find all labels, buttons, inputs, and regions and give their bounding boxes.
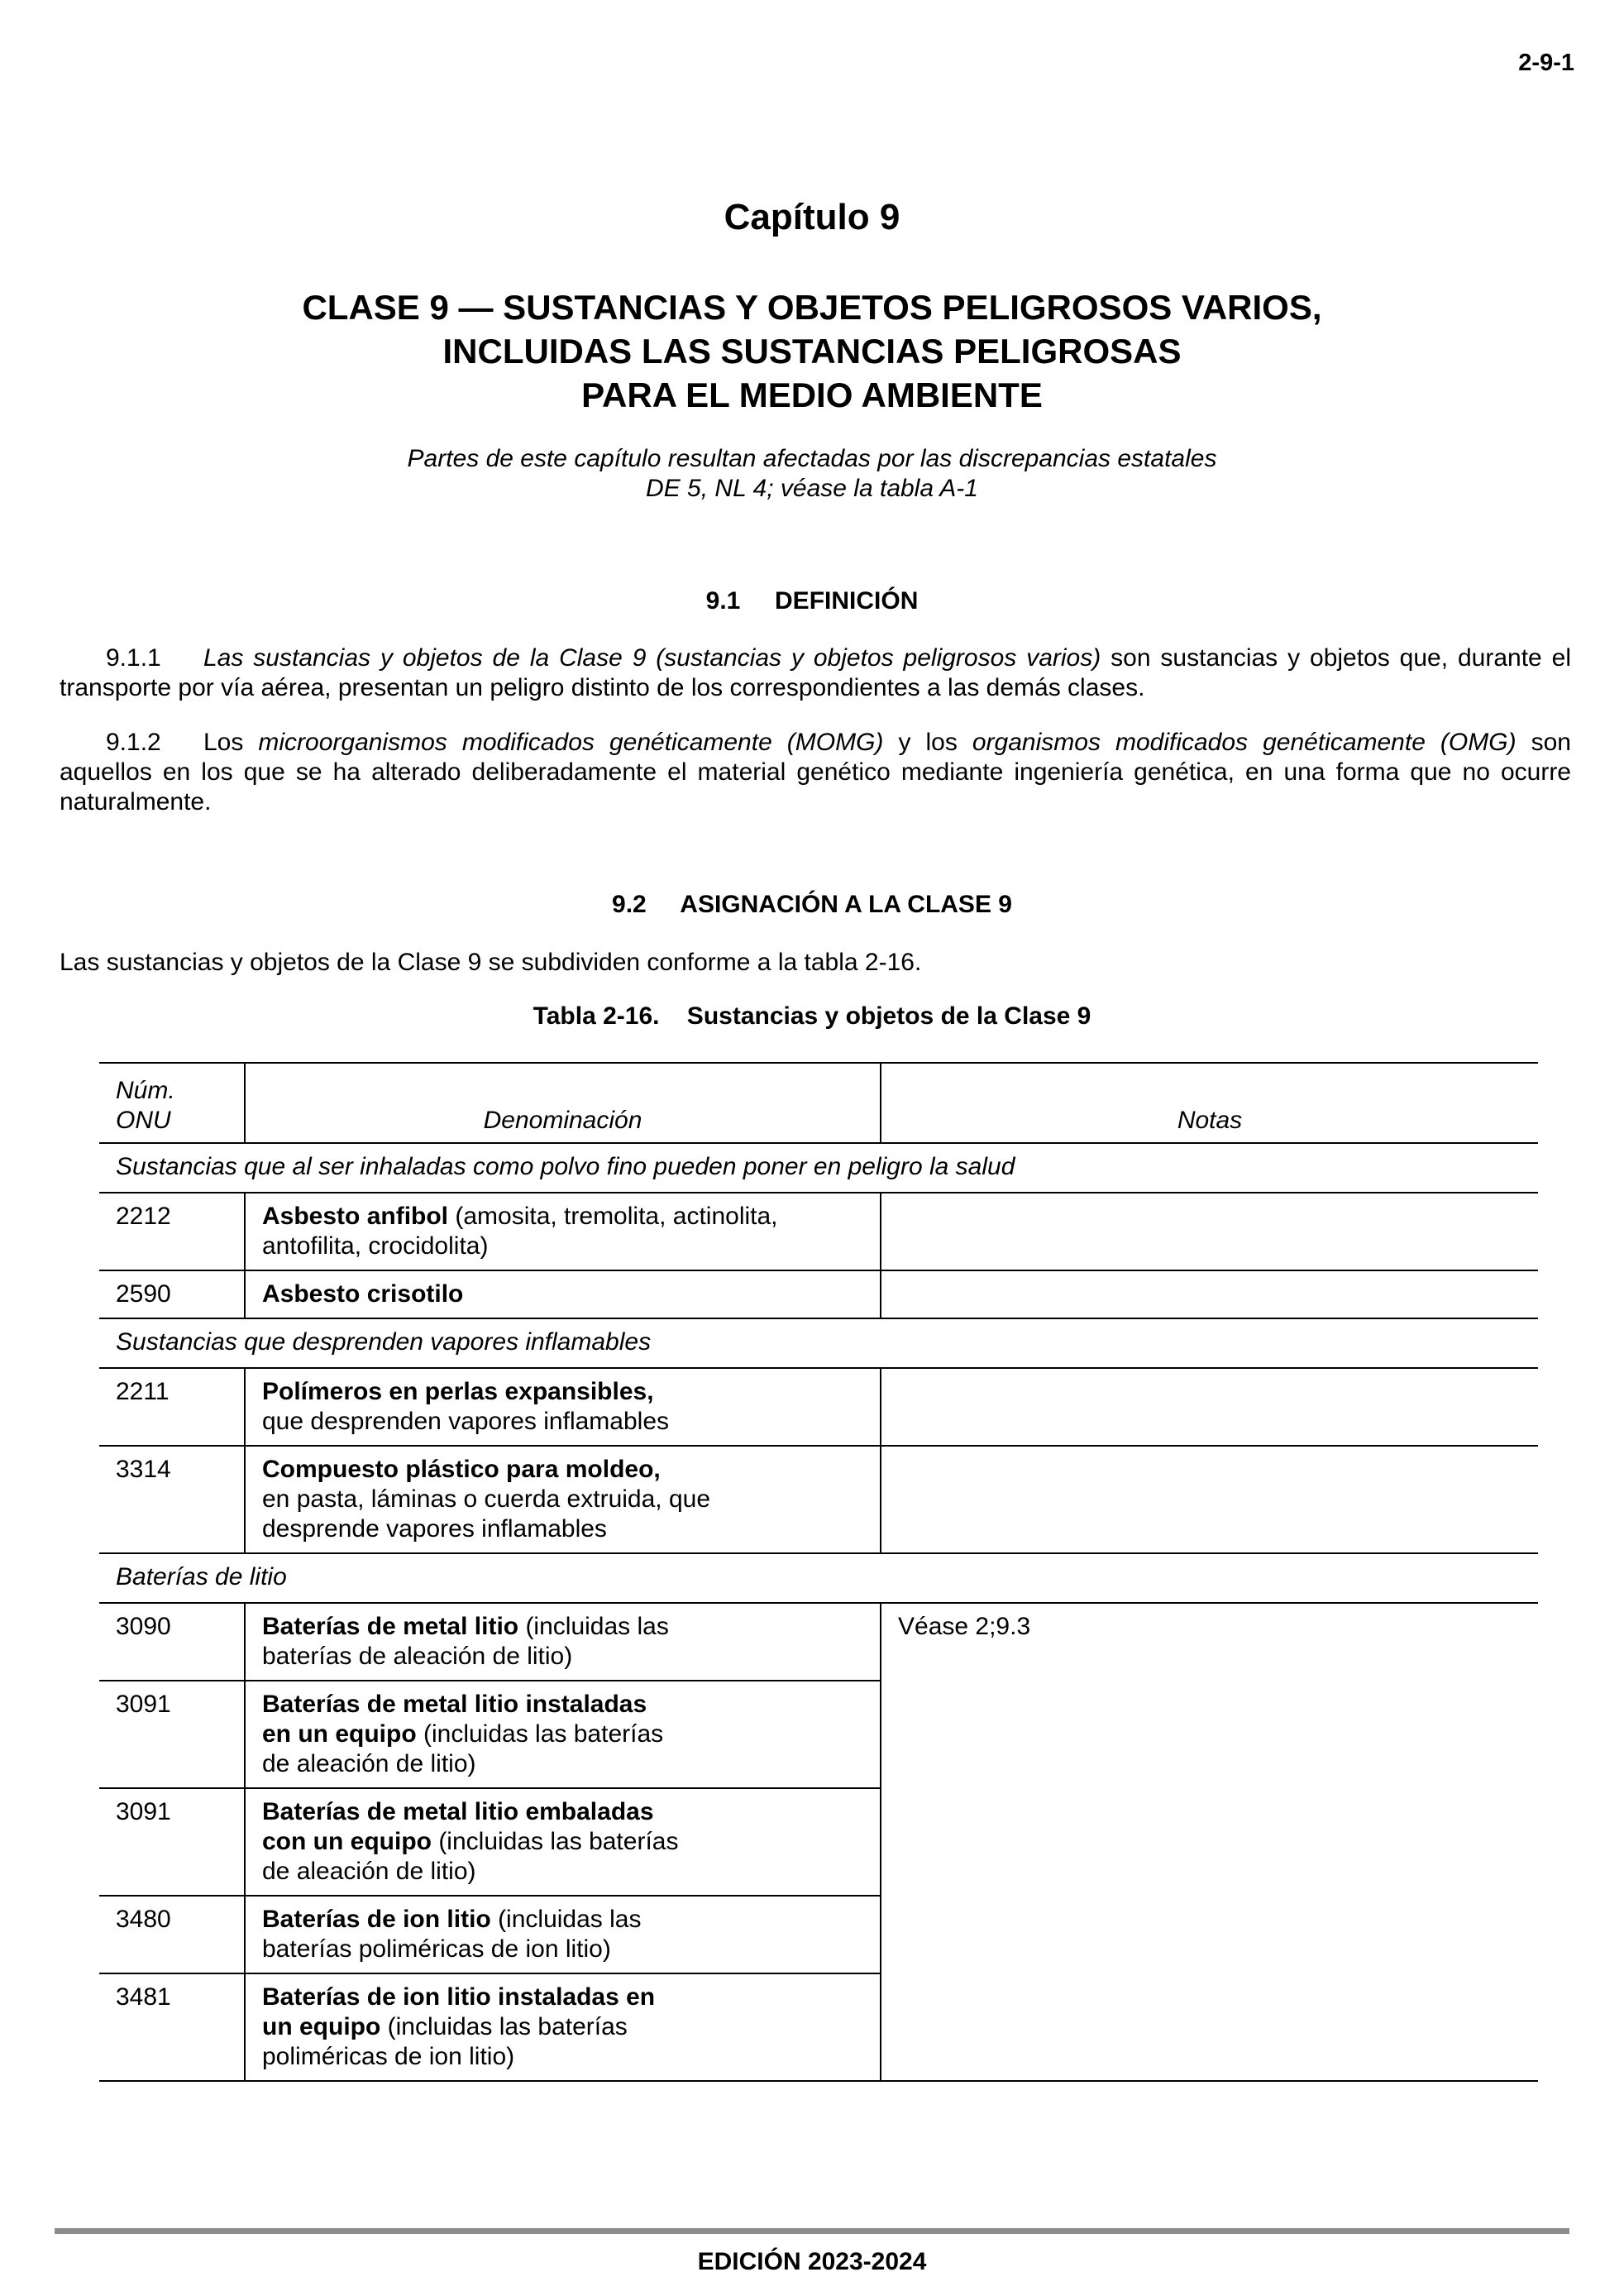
name-cell: Asbesto anfibol (amosita, tremolita, actinolita, antofilita, crocidolita) xyxy=(245,1193,881,1270)
notes-cell: Véase 2;9.3 xyxy=(881,1603,1538,2081)
table-row xyxy=(99,1270,1538,1318)
notes-cell xyxy=(881,1368,1538,1446)
paragraph-9-1-1 xyxy=(60,643,1571,703)
notes-cell xyxy=(881,1446,1538,1553)
un-number-cell: 2211 xyxy=(99,1368,245,1446)
group-label: Sustancias que al ser inhaladas como polvo fino pueden poner en peligro la salud xyxy=(99,1143,1538,1193)
un-number-cell: 3091 xyxy=(99,1788,245,1896)
table-caption: Tabla 2-16. Sustancias y objetos de la Clase 9 xyxy=(533,1002,1091,1030)
discrepancy-note-line: DE 5, NL 4; véase la tabla A-1 xyxy=(646,475,978,502)
paragraph-italic-text: microorganismos modificados genéticamente (MOMG) xyxy=(258,729,884,756)
paragraph-italic-text: organismos modificados genéticamente (OMG) xyxy=(972,729,1517,756)
paragraph-text: son aquellos en los que se ha alterado deliberadamente el material genético mediante ingeniería genética, en una forma que no ocurre naturalmente. xyxy=(60,729,1571,816)
name-cell: Baterías de ion litio (incluidas las baterías poliméricas de ion litio) xyxy=(245,1896,881,1973)
table-header-row xyxy=(99,1063,1538,1143)
un-number-cell: 3481 xyxy=(99,1973,245,2081)
name-cell: Baterías de metal litio (incluidas las baterías de aleación de litio) xyxy=(245,1603,881,1681)
un-number-cell: 2212 xyxy=(99,1193,245,1270)
class-9-table xyxy=(99,1062,1538,2082)
table-row xyxy=(99,1603,1538,1681)
chapter-title: Capítulo 9 xyxy=(724,197,900,237)
paragraph-9-2: Las sustancias y objetos de la Clase 9 se subdividen conforme a la tabla 2-16. xyxy=(60,949,922,976)
paragraph-number: 9.1.2 xyxy=(106,729,161,756)
edition-footer: EDICIÓN 2023-2024 xyxy=(697,2248,927,2275)
name-cell: Baterías de metal litio instaladas en un equipo (incluidas las baterías de aleación de litio) xyxy=(245,1681,881,1788)
footer-rule xyxy=(55,2228,1569,2234)
class-title-line: CLASE 9 — SUSTANCIAS Y OBJETOS PELIGROSOS VARIOS, xyxy=(302,288,1322,327)
un-number-cell: 3314 xyxy=(99,1446,245,1553)
column-header-un-number: Núm. ONU xyxy=(116,1077,175,1134)
group-label: Sustancias que desprenden vapores inflamables xyxy=(99,1318,1538,1368)
discrepancy-note-line: Partes de este capítulo resultan afectadas por las discrepancias estatales xyxy=(407,445,1217,472)
table-row xyxy=(99,1368,1538,1446)
class-title-line: INCLUIDAS LAS SUSTANCIAS PELIGROSAS xyxy=(442,332,1182,371)
table-group-row xyxy=(99,1143,1538,1193)
name-cell: Baterías de ion litio instaladas en un equipo (incluidas las baterías poliméricas de ion litio) xyxy=(245,1973,881,2081)
discrepancy-note xyxy=(165,444,1459,504)
column-header-notes: Notas xyxy=(881,1063,1538,1143)
notes-cell xyxy=(881,1193,1538,1270)
un-number-cell: 3091 xyxy=(99,1681,245,1788)
table-row xyxy=(99,1446,1538,1553)
paragraph-text: son sustancias y objetos que, durante el transporte por vía aérea, presentan un peligro distinto de los correspondientes a las demás clases. xyxy=(60,644,1571,701)
paragraph-italic-text: Las sustancias y objetos de la Clase 9 (sustancias y objetos peligrosos varios) xyxy=(203,644,1101,672)
paragraph-number: 9.1.1 xyxy=(106,644,161,672)
group-label: Baterías de litio xyxy=(99,1553,1538,1603)
page-number: 2-9-1 xyxy=(1518,50,1574,76)
table-group-row xyxy=(99,1318,1538,1368)
name-cell: Polímeros en perlas expansibles, que desprenden vapores inflamables xyxy=(245,1368,881,1446)
name-cell: Asbesto crisotilo xyxy=(245,1270,881,1318)
section-heading-9-1: 9.1 DEFINICIÓN xyxy=(705,587,919,615)
paragraph-9-1-2 xyxy=(60,728,1571,817)
class-title xyxy=(165,285,1459,417)
paragraph-text: Los xyxy=(203,729,259,756)
table-row xyxy=(99,1193,1538,1270)
notes-cell xyxy=(881,1270,1538,1318)
class-title-line: PARA EL MEDIO AMBIENTE xyxy=(581,375,1043,414)
un-number-cell: 2590 xyxy=(99,1270,245,1318)
table-group-row xyxy=(99,1553,1538,1603)
name-cell: Compuesto plástico para moldeo, en pasta, láminas o cuerda extruida, que desprende vapores inflamables xyxy=(245,1446,881,1553)
paragraph-text: y los xyxy=(883,729,972,756)
column-header-name: Denominación xyxy=(245,1063,881,1143)
name-cell: Baterías de metal litio embaladas con un equipo (incluidas las baterías de aleación de litio) xyxy=(245,1788,881,1896)
un-number-cell: 3090 xyxy=(99,1603,245,1681)
un-number-cell: 3480 xyxy=(99,1896,245,1973)
section-heading-9-2: 9.2 ASIGNACIÓN A LA CLASE 9 xyxy=(612,891,1012,918)
